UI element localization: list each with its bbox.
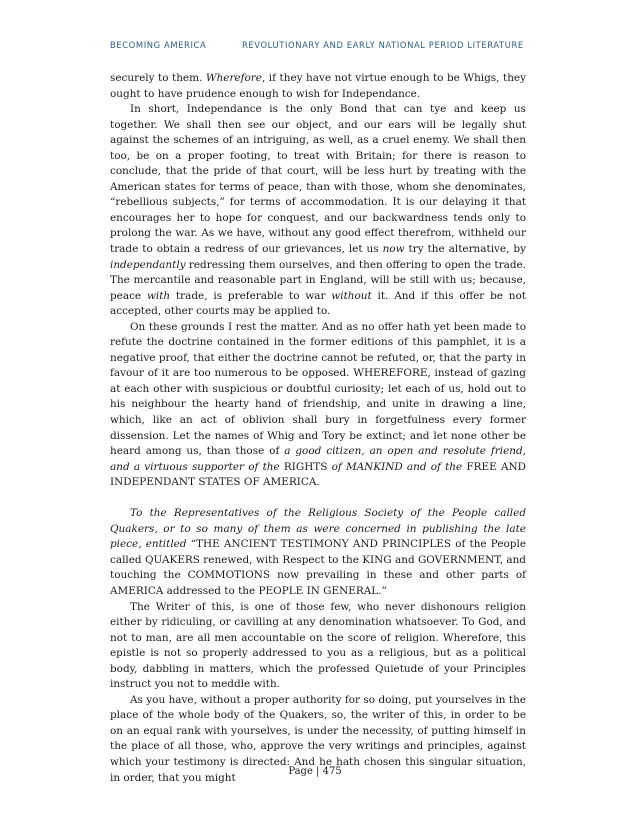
paragraph [110, 506, 526, 599]
italic-text: without [331, 289, 372, 302]
text-run: securely to them. [110, 72, 206, 84]
text-run: RIGHTS [279, 460, 332, 473]
paragraph [110, 102, 526, 320]
page-number: Page | 475 [288, 766, 342, 777]
section-title: REVOLUTIONARY AND EARLY NATIONAL PERIOD LITERATURE [242, 40, 524, 50]
text-run: trade, is preferable to war [170, 289, 332, 302]
running-header [110, 40, 530, 50]
paragraph [110, 71, 526, 102]
italic-text: with [146, 289, 171, 302]
page-body [110, 71, 526, 786]
text-run: FREE AND INDEPENDANT STATES OF AMERICA. [110, 460, 526, 489]
italic-text: a good citizen, an open and resolute friend, and a virtuous supporter of the [110, 445, 526, 473]
italic-text: To the Representatives of the Religious Society of the People called Quakers, or to so many of them as were concerned in publishing the late piece, entitled [110, 507, 526, 551]
text-run: “THE ANCIENT TESTIMONY AND PRINCIPLES of the People called QUAKERS renewed, with Respect to the KING and GOVERNMENT, and touching the COMMOTIONS now prevailing in these and other parts of AMERICA addressed to the PEOPLE IN GENERAL.” [110, 538, 526, 597]
italic-text: independantly [110, 258, 186, 271]
text-run: As you have, without a proper authority for so doing, put yourselves in the place of the whole body of the Quakers, so, the writer of this, in order to be on an equal rank with yourselves, is under the necessity, of putting himself in the place of all those, who, approve the very writings and principles, against which your testimony is directed: And he hath chosen this singular situation, in order, that you might [110, 693, 526, 784]
italic-text: of MANKIND and of the [331, 460, 463, 473]
text-run: redressing them ourselves, and then offering to open the trade. The mercantile and reasonable part in England, will be still with us; because, peace [110, 258, 526, 302]
text-run: try the alternative, by [404, 243, 526, 256]
paragraph [110, 320, 526, 491]
text-run: , if they have not virtue enough to be Whigs, they ought to have prudence enough to wish for Independance. [110, 72, 526, 100]
italic-text: now [382, 243, 405, 256]
text-run: In short, Independance is the only Bond that can tye and keep us together. We shall then see our object, and our ears will be legally shut against the schemes of an intriguing, as well, as a cruel enemy. We shall then too, be on a proper footing, to treat with Britain; for there is reason to conclude, that the pride of that court, will be less hurt by treating with the American states for terms of peace, than with those, whom she denominates, “rebellious subjects,” for terms of accommodation. It is our delaying it that encourages her to hope for conquest, and our backwardness tends only to prolong the war. As we have, without any good effect therefrom, withheld our trade to obtain a redress of our grievances, let us [110, 103, 526, 256]
text-run: On these grounds I rest the matter. And as no offer hath yet been made to refute the doctrine contained in the former editions of this pamphlet, it is a negative proof, that either the doctrine cannot be refuted, or, that the party in favour of it are too numerous to be opposed. WHEREFORE, instead of gazing at each other with suspicious or doubtful curiosity; let each of us, hold out to his neighbour the hearty hand of friendship, and unite in drawing a line, which, like an act of oblivion shall bury in forgetfulness every former dissension. Let the names of Whig and Tory be extinct; and let none other be heard among us, than those of [110, 320, 526, 458]
paragraph [110, 600, 526, 693]
book-title: BECOMING AMERICA [110, 40, 207, 50]
italic-text: Wherefore [205, 72, 262, 84]
text-run: The Writer of this, is one of those few, who never dishonours religion either by ridiculing, or cavilling at any denomination whatsoever. To God, and not to man, are all men accountable on the score of religion. Wherefore, this epistle is not so properly addressed to you as a religious, but as a political body, dabbling in matters, which the professed Quietude of your Principles instruct you not to meddle with. [110, 600, 526, 691]
text-run: it. And if this offer be not accepted, other courts may be applied to. [110, 289, 526, 318]
